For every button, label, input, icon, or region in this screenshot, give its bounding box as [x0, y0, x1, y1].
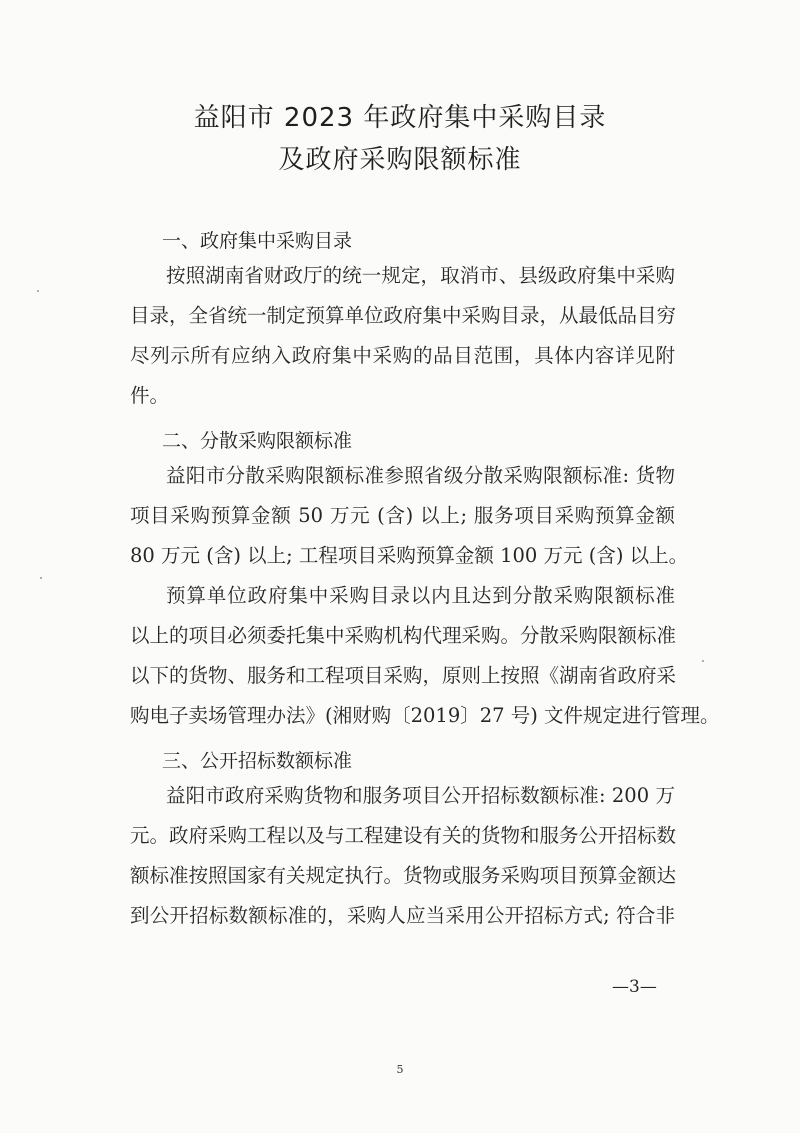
paragraph-line: 益阳市政府采购货物和服务项目公开招标数额标准: 200 万: [166, 784, 675, 807]
paragraph-line: 预算单位政府集中采购目录以内且达到分散采购限额标准: [166, 584, 675, 607]
paragraph-line: 额标准按照国家有关规定执行。货物或服务采购项目预算金额达: [130, 864, 677, 887]
paragraph-line: 元。政府采购工程以及与工程建设有关的货物和服务公开招标数: [130, 824, 677, 847]
printed-page-number: —3—: [612, 977, 657, 997]
paragraph-line: 以上的项目必须委托集中采购机构代理采购。分散采购限额标准: [130, 624, 677, 647]
scan-speck: [702, 660, 704, 662]
paragraph-line: 80 万元 (含) 以上; 工程项目采购预算金额 100 万元 (含) 以上。: [130, 544, 689, 567]
paragraph-line: 项目采购预算金额 50 万元 (含) 以上; 服务项目采购预算金额: [130, 504, 675, 527]
paragraph-line: 购电子卖场管理办法》(湘财购〔2019〕27 号) 文件规定进行管理。: [130, 704, 720, 727]
paragraph-line: 尽列示所有应纳入政府集中采购的品目范围，具体内容详见附: [130, 344, 675, 367]
paragraph-line: 目录，全省统一制定预算单位政府集中采购目录，从最低品目穷: [130, 304, 677, 327]
document-title-line-2: 及政府采购限额标准: [278, 145, 522, 175]
paragraph-line: 益阳市分散采购限额标准参照省级分散采购限额标准: 货物: [166, 464, 675, 487]
scan-speck: [40, 577, 42, 579]
paragraph-line: 件。: [130, 384, 170, 407]
paragraph-line: 以下的货物、服务和工程项目采购，原则上按照《湖南省政府采: [130, 664, 677, 687]
section-heading: 一、政府集中采购目录: [162, 230, 353, 252]
paragraph-line: 到公开招标数额标准的，采购人应当采用公开招标方式; 符合非: [130, 904, 675, 927]
footer-page-number: 5: [396, 1063, 404, 1076]
paragraph-line: 按照湖南省财政厅的统一规定，取消市、县级政府集中采购: [166, 264, 675, 287]
section-heading: 二、分散采购限额标准: [162, 430, 353, 452]
section-heading: 三、公开招标数额标准: [162, 750, 353, 772]
document-title-line-1: 益阳市 2023 年政府集中采购目录: [193, 103, 607, 133]
scan-speck: [37, 290, 39, 292]
